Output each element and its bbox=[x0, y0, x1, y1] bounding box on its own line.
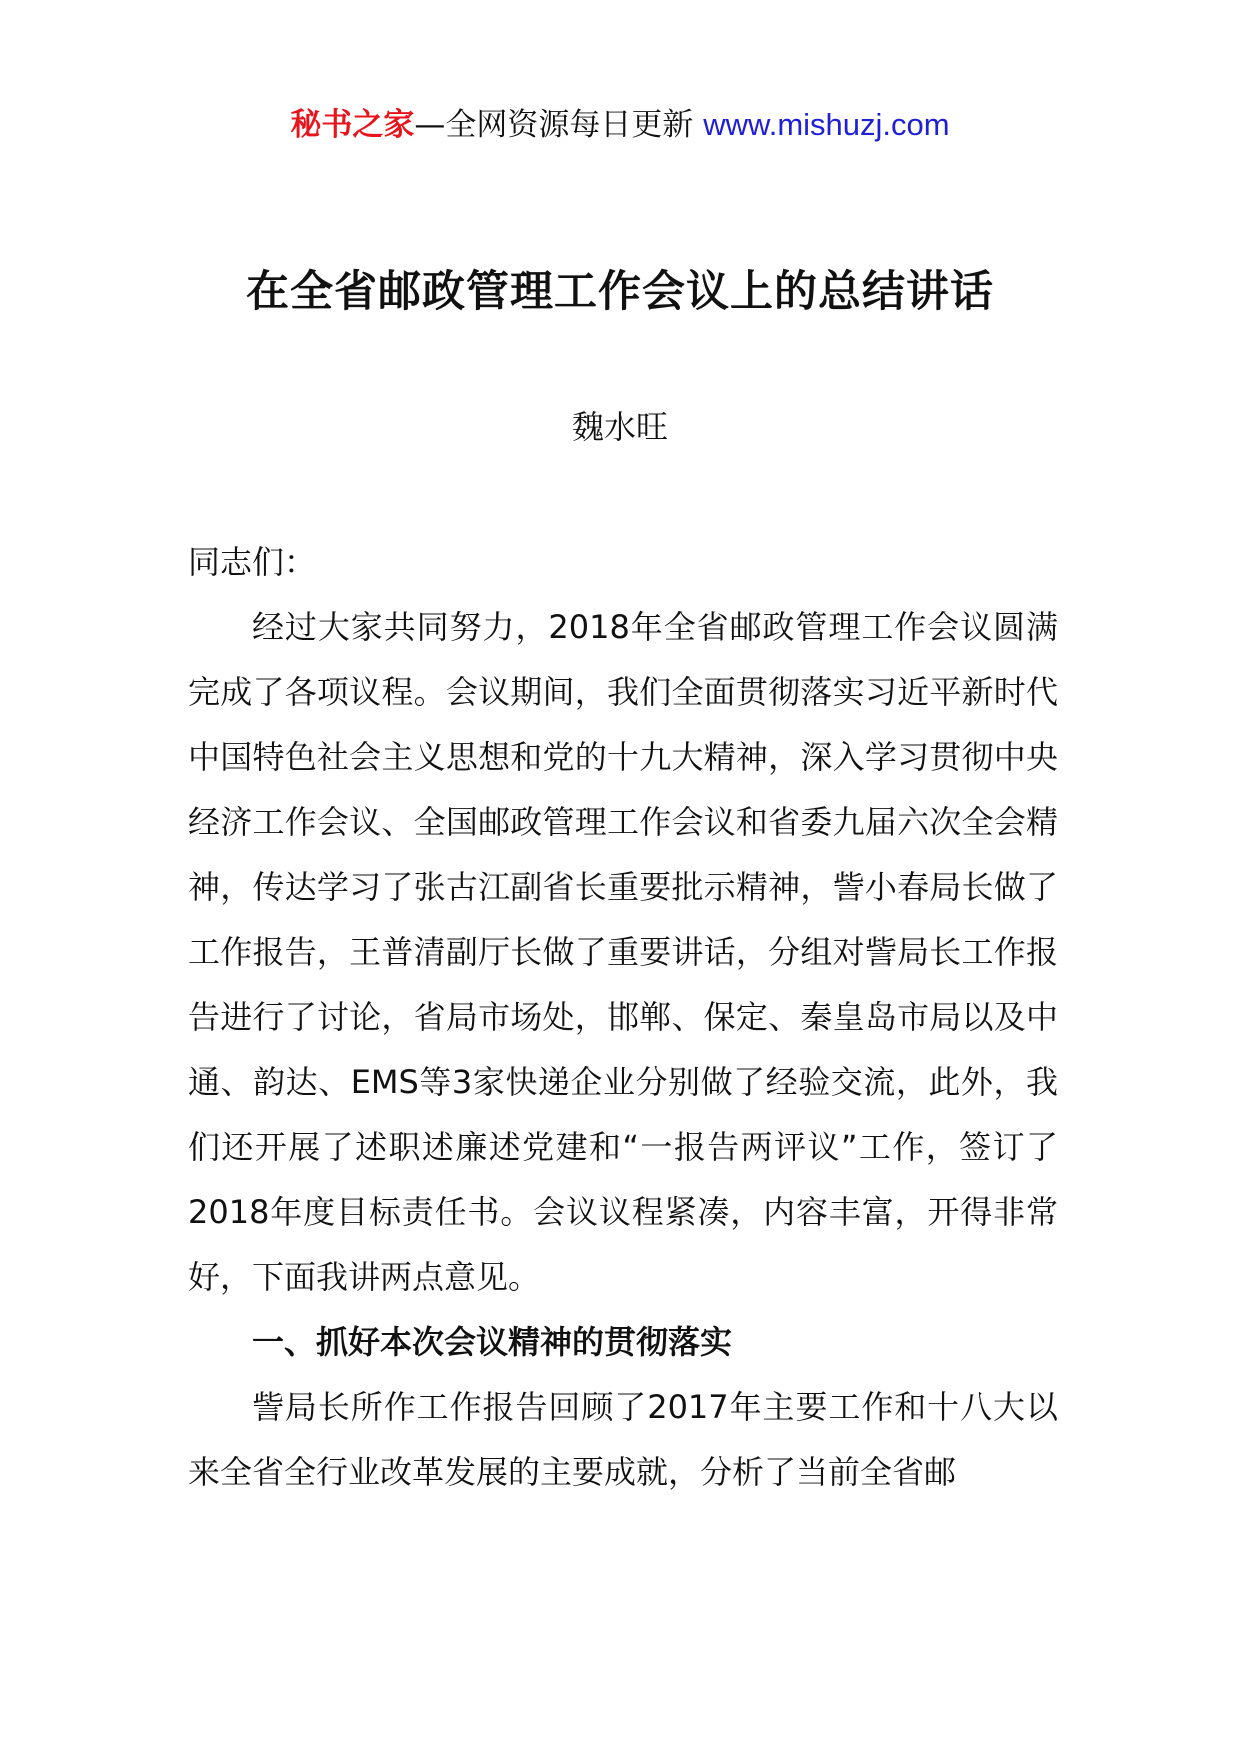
header-tagline: —全网资源每日更新 bbox=[414, 107, 704, 143]
document-title: 在全省邮政管理工作会议上的总结讲话 bbox=[246, 267, 994, 317]
document-body bbox=[188, 530, 1058, 1505]
author-name: 魏水旺 bbox=[571, 408, 668, 446]
site-header bbox=[0, 100, 1240, 150]
site-url-link[interactable]: www.mishuzj.com bbox=[703, 107, 950, 142]
body-paragraph: 訾局长所作工作报告回顾了2017年主要工作和十八大以来全省全行业改革发展的主要成就，分析了当前全省邮 bbox=[188, 1388, 1058, 1491]
body-paragraph: 经过大家共同努力，2018年全省邮政管理工作会议圆满完成了各项议程。会议期间，我们全面贯彻落实习近平新时代中国特色社会主义思想和党的十九大精神，深入学习贯彻中央经济工作会议、全国邮政管理工作会议和省委九届六次全会精神，传达学习了张古江副省长重要批示精神，訾小春局长做了工作报告，王普清副厅长做了重要讲话，分组对訾局长工作报告进行了讨论，省局市场处，邯郸、保定、秦皇岛市局以及中通、韵达、EMS等3家快递企业分别做了经验交流，此外，我们还开展了述职述廉述党建和“一报告两评议”工作，签订了2018年度目标责任书。会议议程紧凑，内容丰富，开得非常好，下面我讲两点意见。 bbox=[188, 608, 1058, 1296]
section-heading: 一、抓好本次会议精神的贯彻落实 bbox=[252, 1323, 733, 1361]
brand-name: 秘书之家 bbox=[290, 107, 415, 143]
salutation: 同志们： bbox=[188, 543, 317, 581]
